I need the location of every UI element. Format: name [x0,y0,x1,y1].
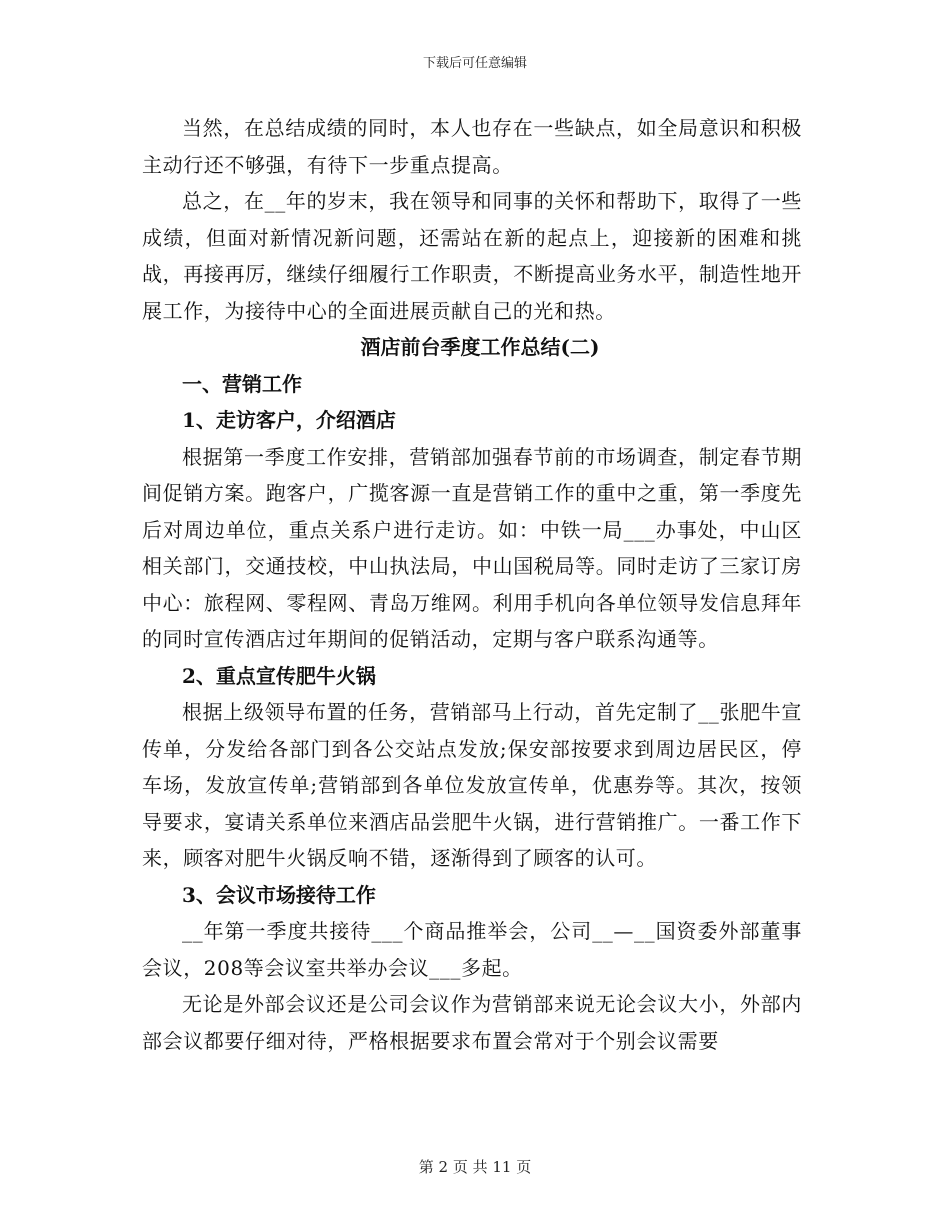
page-number: 第 2 页 共 11 页 [418,1158,532,1176]
subheading-hotpot-promotion: 2、重点宣传肥牛火锅 [182,663,376,688]
subheading-visit-clients: 1、走访客户，介绍酒店 [182,408,396,432]
section-heading-marketing: 一、营销工作 [182,371,302,396]
paragraph-visit-clients: 根据第一季度工作安排，营销部加强春节前的市场调查，制定春节期间促销方案。跑客户，广揽客源一直是营销工作的重中之重，第一季度先后对周边单位，重点关系户进行走访。如：中铁一局___办事处，中山区相关部门，交通技校，中山执法局，中山国税局等。同时走访了三家订房中心：旅程网、零程网、青岛万维网。利用手机向各单位领导发信息拜年的同时宣传酒店过年期间的促销活动，定期与客户联系沟通等。 [142,444,802,651]
subheading-meeting-market: 3、会议市场接待工作 [182,882,376,907]
paragraph-shortcomings: 当然，在总结成绩的同时，本人也存在一些缺点，如全局意识和积极主动行还不够强，有待下一步重点提高。 [142,116,802,177]
paragraph-hotpot-promotion: 根据上级领导布置的任务，营销部马上行动，首先定制了__张肥牛宣传单，分发给各部门到各公交站点发放;保安部按要求到周边居民区，停车场，发放宣传单;营销部到各单位发放宣传单，优惠券等。其次，按领导要求，宴请关系单位来酒店品尝肥牛火锅，进行营销推广。一番工作下来，顾客对肥牛火锅反响不错，逐渐得到了顾客的认可。 [142,700,802,870]
paragraph-meeting-handling: 无论是外部会议还是公司会议作为营销部来说无论会议大小，外部内部会议都要仔细对待，严格根据要求布置会常对于个别会议需要 [142,992,802,1053]
paragraph-meeting-count: __年第一季度共接待___个商品推举会，公司__—__国资委外部董事会议，208等会议室共举办会议___多起。 [142,919,802,980]
paragraph-conclusion: 总之，在__年的岁末，我在领导和同事的关怀和帮助下，取得了一些成绩，但面对新情况新问题，还需站在新的起点上，迎接新的困难和挑战，再接再厉，继续仔细履行工作职责，不断提高业务水平，制造性地开展工作，为接待中心的全面进展贡献自己的光和热。 [142,189,802,323]
document-body [142,110,802,1059]
page-header: 下载后可任意编辑 [422,56,527,71]
document-title: 酒店前台季度工作总结(二) [360,335,600,359]
